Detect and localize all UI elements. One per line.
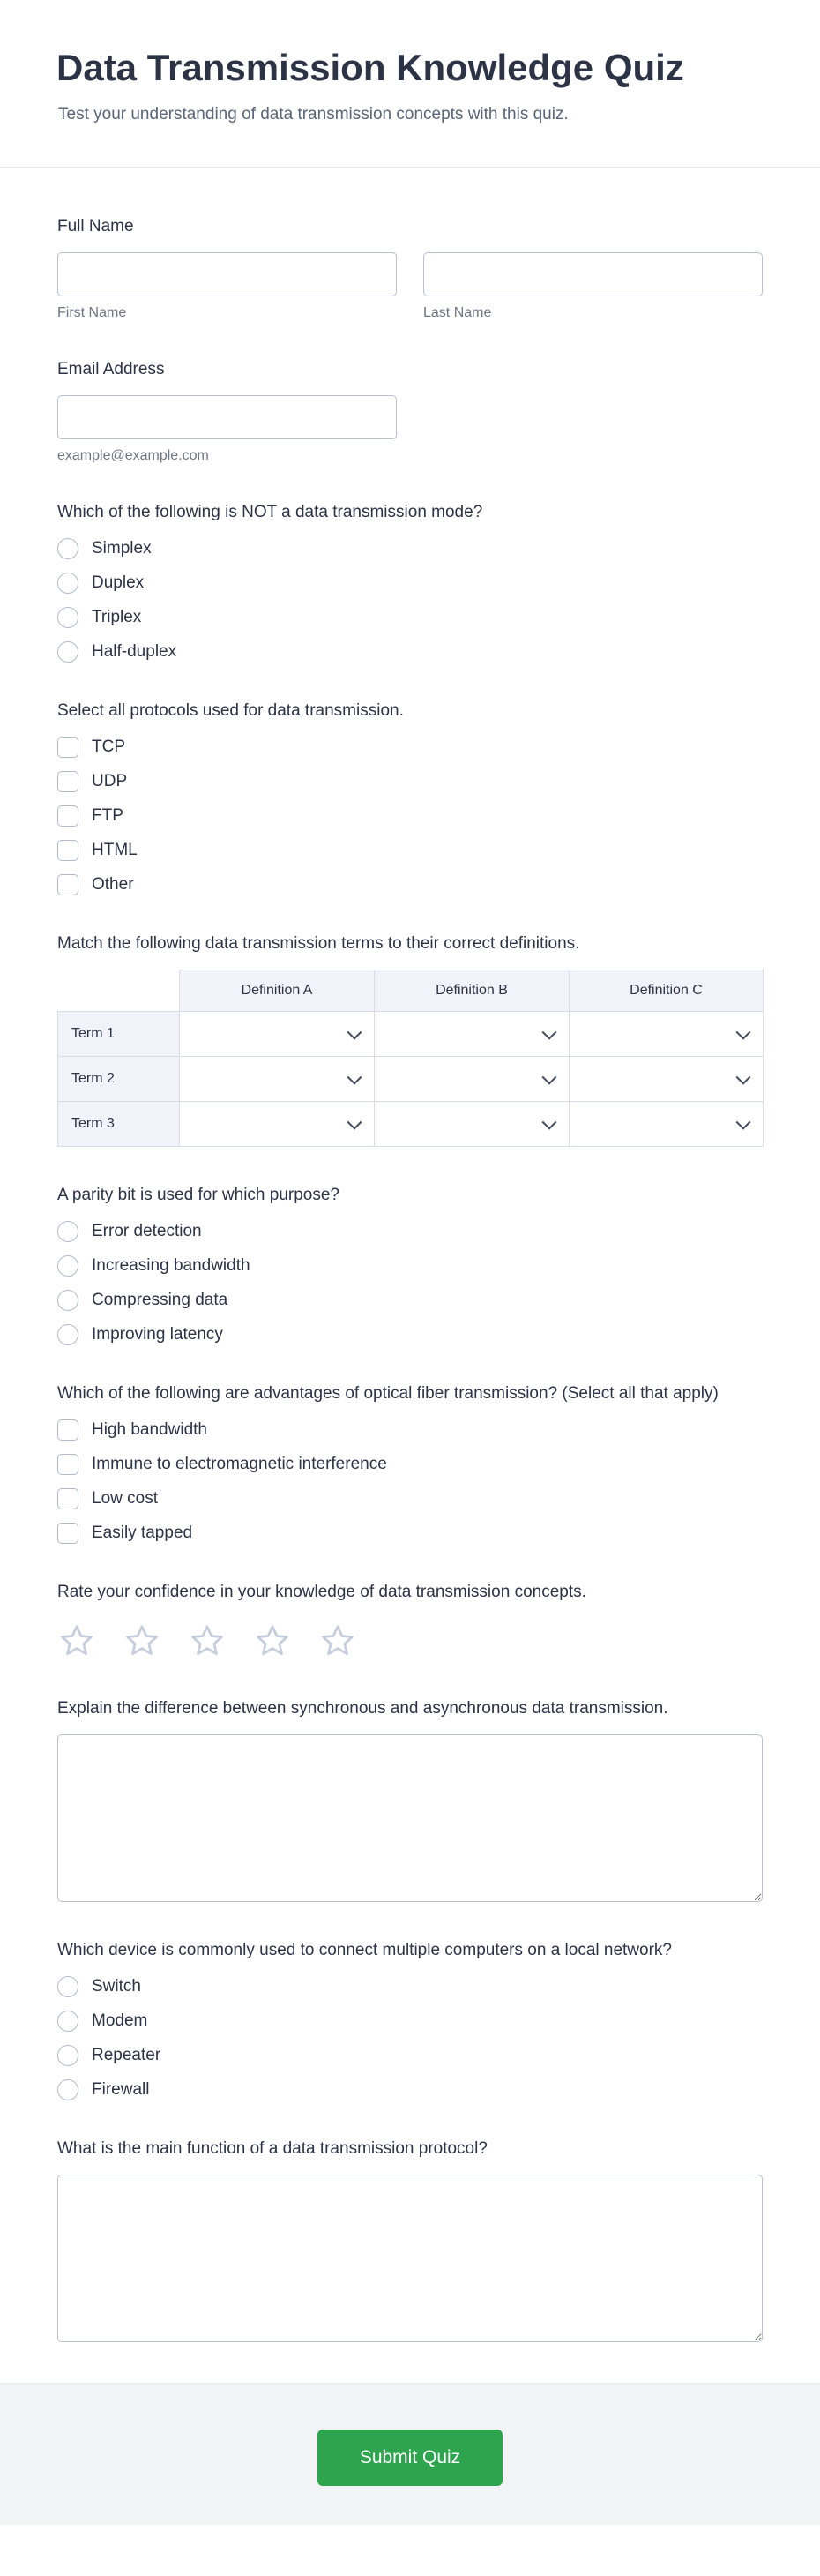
- matrix-select[interactable]: [180, 1102, 374, 1146]
- question-label: Which of the following are advantages of optical fiber transmission? (Select all that apply): [57, 1384, 719, 1403]
- radio-option-row[interactable]: [57, 2045, 160, 2066]
- checkbox-option-label: Low cost: [92, 1489, 158, 1508]
- radio-input[interactable]: [57, 1221, 78, 1242]
- star-icon[interactable]: [188, 1621, 227, 1660]
- radio-option-row[interactable]: [57, 1290, 227, 1311]
- question-protocols: [57, 700, 763, 895]
- matrix-select[interactable]: [180, 1057, 374, 1101]
- checkbox-option-row[interactable]: [57, 1523, 192, 1544]
- checkbox-input[interactable]: [57, 1454, 78, 1475]
- question-matching-matrix: [57, 932, 763, 1147]
- checkbox-input[interactable]: [57, 805, 78, 827]
- matrix-select[interactable]: [375, 1057, 569, 1101]
- matrix-column-header: Definition A: [180, 970, 375, 1012]
- email-field: [57, 358, 763, 464]
- checkbox-option-label: FTP: [92, 806, 123, 825]
- question-protocol-function: [57, 2138, 763, 2342]
- checkbox-option-label: Immune to electromagnetic interference: [92, 1455, 387, 1473]
- radio-option-label: Modem: [92, 2011, 148, 2030]
- radio-input[interactable]: [57, 1255, 78, 1277]
- name-row: [57, 252, 763, 321]
- matrix-row-header: Term 2: [58, 1057, 180, 1102]
- matrix-cell: [180, 1012, 375, 1057]
- matrix-select[interactable]: [570, 1012, 763, 1056]
- full-name-label: Full Name: [57, 217, 134, 236]
- matrix-cell: [375, 1102, 570, 1147]
- star-rating: [57, 1621, 763, 1660]
- last-name-sublabel: Last Name: [423, 305, 492, 320]
- email-input[interactable]: [57, 395, 397, 439]
- submit-section: [0, 2383, 820, 2525]
- matrix-cell: [570, 1012, 764, 1057]
- radio-option-label: Triplex: [92, 608, 142, 626]
- checkbox-option-row[interactable]: [57, 1488, 158, 1509]
- checkbox-option-row[interactable]: [57, 771, 127, 792]
- matrix-column-header: Definition C: [570, 970, 764, 1012]
- radio-option-label: Firewall: [92, 2080, 150, 2099]
- checkbox-option-row[interactable]: [57, 805, 123, 827]
- radio-option-label: Error detection: [92, 1222, 202, 1240]
- matrix-select[interactable]: [570, 1102, 763, 1146]
- question-label: Rate your confidence in your knowledge of data transmission concepts.: [57, 1583, 586, 1601]
- star-icon[interactable]: [318, 1621, 357, 1660]
- radio-option-row[interactable]: [57, 538, 152, 559]
- checkbox-input[interactable]: [57, 771, 78, 792]
- form-header: [0, 0, 820, 167]
- radio-input[interactable]: [57, 1976, 78, 1997]
- matrix-cell: [180, 1057, 375, 1102]
- matrix-column-header: Definition B: [375, 970, 570, 1012]
- question-label: Which of the following is NOT a data transmission mode?: [57, 503, 483, 521]
- question-network-device: [57, 1939, 763, 2100]
- checkbox-input[interactable]: [57, 1523, 78, 1544]
- question-label: Which device is commonly used to connect multiple computers on a local network?: [57, 1941, 672, 1959]
- question-sync-async: [57, 1697, 763, 1902]
- matrix-row: [58, 1102, 764, 1147]
- radio-input[interactable]: [57, 1290, 78, 1311]
- radio-input[interactable]: [57, 2079, 78, 2100]
- checkbox-option-row[interactable]: [57, 737, 125, 758]
- question-label: Explain the difference between synchronous and asynchronous data transmission.: [57, 1699, 668, 1718]
- matrix-cell: [570, 1057, 764, 1102]
- checkbox-input[interactable]: [57, 1419, 78, 1441]
- radio-input[interactable]: [57, 2011, 78, 2032]
- matrix-cell: [570, 1102, 764, 1147]
- star-icon[interactable]: [253, 1621, 292, 1660]
- radio-option-label: Repeater: [92, 2046, 161, 2064]
- radio-input[interactable]: [57, 1324, 78, 1345]
- checkbox-option-row[interactable]: [57, 1419, 207, 1441]
- radio-option-label: Compressing data: [92, 1291, 228, 1309]
- form-body: [0, 168, 820, 2383]
- submit-button[interactable]: Submit Quiz: [317, 2430, 503, 2486]
- last-name-col: [423, 252, 763, 321]
- checkbox-option-label: Other: [92, 875, 134, 894]
- radio-option-row[interactable]: [57, 1976, 141, 1997]
- matrix-row-header: Term 3: [58, 1102, 180, 1147]
- radio-option-label: Duplex: [92, 573, 145, 592]
- question-confidence-rating: [57, 1581, 763, 1660]
- first-name-input[interactable]: [57, 252, 397, 296]
- matrix-cell: [375, 1012, 570, 1057]
- first-name-col: [57, 252, 397, 321]
- checkbox-input[interactable]: [57, 840, 78, 861]
- sync-async-textarea[interactable]: [57, 1734, 763, 1902]
- matrix-select[interactable]: [180, 1012, 374, 1056]
- star-icon[interactable]: [57, 1621, 96, 1660]
- radio-option-row[interactable]: [57, 1255, 250, 1277]
- checkbox-option-row[interactable]: [57, 874, 134, 895]
- question-optical-fiber: [57, 1382, 763, 1544]
- star-icon[interactable]: [123, 1621, 161, 1660]
- checkbox-option-label: UDP: [92, 772, 128, 790]
- question-label: Match the following data transmission terms to their correct definitions.: [57, 934, 580, 953]
- checkbox-option-row[interactable]: [57, 1454, 387, 1475]
- radio-option-label: Increasing bandwidth: [92, 1256, 250, 1275]
- radio-option-label: Improving latency: [92, 1325, 223, 1344]
- last-name-input[interactable]: [423, 252, 763, 296]
- radio-option-label: Simplex: [92, 539, 152, 558]
- radio-option-row[interactable]: [57, 2079, 149, 2100]
- protocol-function-textarea[interactable]: [57, 2175, 763, 2342]
- radio-option-row[interactable]: [57, 2011, 147, 2032]
- matrix-select[interactable]: [375, 1102, 569, 1146]
- full-name-field: [57, 215, 763, 321]
- checkbox-option-row[interactable]: [57, 840, 138, 861]
- question-label: A parity bit is used for which purpose?: [57, 1186, 340, 1204]
- email-label: Email Address: [57, 360, 165, 378]
- matrix-select[interactable]: [375, 1012, 569, 1056]
- radio-option-label: Switch: [92, 1977, 141, 1996]
- checkbox-input[interactable]: [57, 874, 78, 895]
- radio-option-label: Half-duplex: [92, 642, 177, 661]
- question-label: Select all protocols used for data transmission.: [57, 701, 404, 720]
- matrix-row-header: Term 1: [58, 1012, 180, 1057]
- matrix-select[interactable]: [570, 1057, 763, 1101]
- matrix-row: [58, 1012, 764, 1057]
- matrix-cell: [180, 1102, 375, 1147]
- radio-input[interactable]: [57, 538, 78, 559]
- radio-option-row[interactable]: [57, 573, 144, 594]
- radio-option-row[interactable]: [57, 1324, 223, 1345]
- checkbox-option-label: HTML: [92, 841, 138, 859]
- radio-input[interactable]: [57, 607, 78, 628]
- first-name-sublabel: First Name: [57, 305, 127, 320]
- matrix-corner-cell: [58, 970, 180, 1012]
- checkbox-option-label: Easily tapped: [92, 1524, 193, 1542]
- checkbox-input[interactable]: [57, 737, 78, 758]
- radio-input[interactable]: [57, 2045, 78, 2066]
- radio-input[interactable]: [57, 573, 78, 594]
- matrix-table: [57, 970, 764, 1147]
- question-parity-bit: [57, 1184, 763, 1345]
- radio-option-row[interactable]: [57, 1221, 202, 1242]
- form-subtitle: Test your understanding of data transmission concepts with this quiz.: [58, 105, 569, 124]
- question-transmission-mode: [57, 501, 763, 663]
- checkbox-option-label: TCP: [92, 738, 125, 756]
- checkbox-option-label: High bandwidth: [92, 1420, 207, 1439]
- matrix-row: [58, 1057, 764, 1102]
- checkbox-input[interactable]: [57, 1488, 78, 1509]
- radio-input[interactable]: [57, 641, 78, 663]
- email-sublabel: example@example.com: [57, 448, 209, 463]
- question-label: What is the main function of a data transmission protocol?: [57, 2139, 488, 2158]
- radio-option-row[interactable]: [57, 607, 141, 628]
- form-title: Data Transmission Knowledge Quiz: [56, 47, 684, 88]
- radio-option-row[interactable]: [57, 641, 176, 663]
- matrix-cell: [375, 1057, 570, 1102]
